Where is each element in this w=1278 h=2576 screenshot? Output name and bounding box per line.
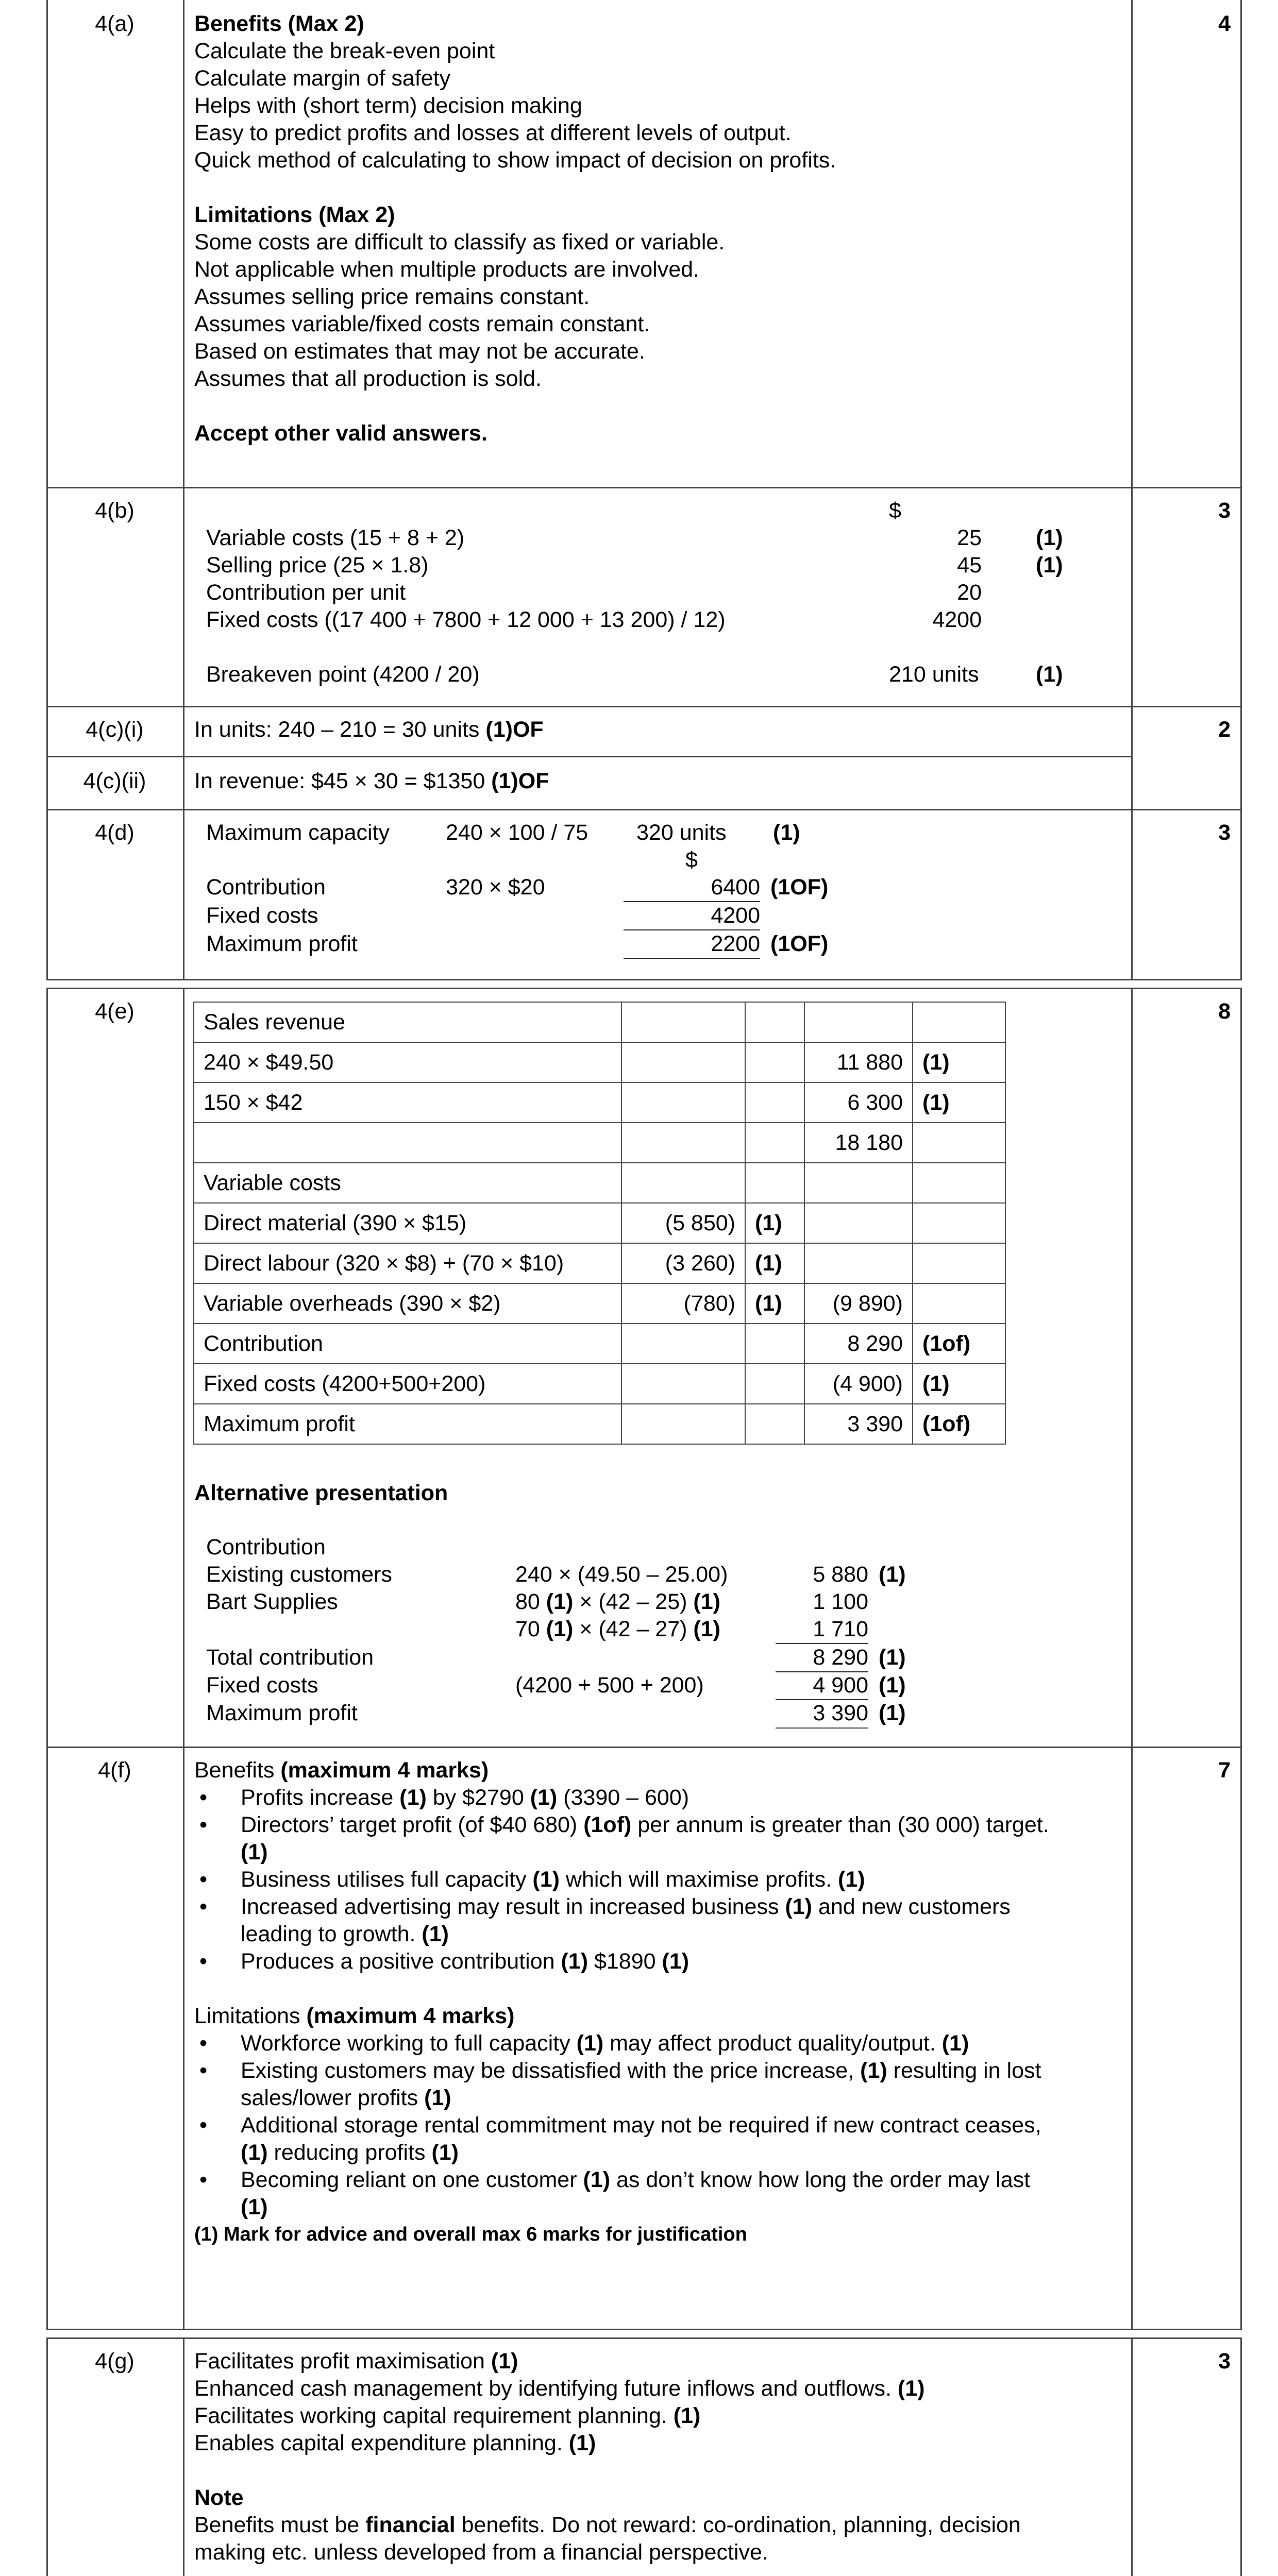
calc-value: 25 [957,526,982,550]
calc-formula: 240 × (49.50 – 25.00) [515,1562,728,1587]
list-item: Calculate the break-even point [194,39,495,63]
row-4ci [46,706,1242,757]
alternative-heading: Alternative presentation [194,1481,448,1505]
question-number: 4(c)(ii) [83,769,146,793]
table-cell: Variable costs [194,1163,621,1203]
list-item: Facilitates working capital requirement planning. (1) [194,2403,701,2428]
table-cell: Contribution [194,1324,621,1364]
list-item: Enables capital expenditure planning. (1) [194,2431,596,2455]
table-cell [745,1163,804,1203]
calc-value: 4 900 [776,1672,868,1700]
table-cell: 11 880 [804,1042,913,1082]
list-item: • Produces a positive contribution (1) $1890 (1) [194,1948,1122,1975]
answer-line: In units: 240 – 210 = 30 units (1)OF [194,717,544,742]
calc-value: 320 units [636,820,727,845]
accept-note: Accept other valid answers. [194,421,487,446]
row-4b [46,487,1242,707]
list-item: • Existing customers may be dissatisfied with the price increase, (1) resulting in lost sales/lower profits (1) [194,2057,1122,2112]
note-text: Benefits must be financial benefits. Do not reward: co-ordination, planning, decision [194,2513,1021,2537]
calc-value: 6400 [624,874,760,902]
list-item: • Business utilises full capacity (1) which will maximise profits. (1) [194,1866,1122,1893]
table-cell [621,1082,745,1123]
question-number: 4(b) [95,498,134,523]
table-cell: Sales revenue [194,1002,621,1042]
table-cell: Direct material (390 × $15) [194,1203,621,1243]
answer-line: In revenue: $45 × 30 = $1350 (1)OF [194,769,549,793]
answer-content [194,10,1122,447]
calc-label: Fixed costs [206,903,318,928]
table-cell: (9 890) [804,1283,913,1324]
table-cell: (1) [745,1203,804,1243]
mark-award: (1OF) [770,875,829,900]
table-row [194,1364,1005,1404]
row-4f [46,1747,1242,2329]
table-cell [804,1163,913,1203]
table-cell: (1of) [913,1324,1005,1364]
table-cell: Direct labour (320 × $8) + (70 × $10) [194,1243,621,1283]
mark-award: (1OF) [770,931,829,956]
advice-note: (1) Mark for advice and overall max 6 marks for justification [194,2224,747,2245]
question-number: 4(d) [95,820,134,845]
marks-total: 4 [1218,11,1231,36]
table-cell: Fixed costs (4200+500+200) [194,1364,621,1404]
calc-value: 3 390 [776,1700,868,1729]
table-row [194,1123,1005,1163]
benefits-heading: Benefits (Max 2) [194,11,364,36]
list-item: Facilitates profit maximisation (1) [194,2349,518,2374]
list-item: • Profits increase (1) by $2790 (1) (3390 – 600) [194,1784,1122,1811]
list-item: • Additional storage rental commitment may not be required if new contract ceases, (1) reducing profits (1) [194,2112,1122,2166]
table-cell: 6 300 [804,1082,913,1123]
marks-total: 7 [1218,1758,1231,1783]
note-heading: Note [194,2485,244,2510]
table-cell: Variable overheads (390 × $2) [194,1283,621,1324]
table-cell [804,1243,913,1283]
calc-label: Maximum profit [206,931,358,956]
table-row [194,1404,1005,1444]
table-cell [621,1324,745,1364]
table-row [194,1002,1005,1042]
calc-label: Breakeven point (4200 / 20) [206,662,480,687]
calc-formula: 240 × 100 / 75 [446,820,588,845]
question-number: 4(f) [98,1758,131,1783]
marks-total: 3 [1218,820,1231,845]
answer-content [194,2348,1122,2576]
calc-value: 4200 [932,607,982,632]
table-cell [621,1042,745,1082]
calc-value: 1 100 [813,1589,868,1614]
row-4d [46,809,1242,979]
question-number: 4(a) [95,11,134,36]
list-item: Assumes variable/fixed costs remain constant. [194,312,650,336]
table-cell: Maximum profit [194,1404,621,1444]
table-cell [745,1364,804,1404]
mark-award: (1) [773,820,800,845]
limitations-heading: Limitations (Max 2) [194,202,395,227]
list-item: Assumes selling price remains constant. [194,284,590,309]
table-cell: 150 × $42 [194,1082,621,1123]
calc-value: 45 [957,553,982,578]
calc-label: Maximum capacity [206,820,390,845]
table-cell [621,1364,745,1404]
table-cell: 8 290 [804,1324,913,1364]
table-row [194,1203,1005,1243]
list-item: Not applicable when multiple products are involved. [194,257,699,282]
table-cell [745,1123,804,1163]
note-text: making etc. unless developed from a financial perspective. [194,2540,768,2565]
table-cell [745,1082,804,1123]
table-row [194,1042,1005,1082]
table-cell [745,1404,804,1444]
limitations-list [194,2030,1122,2221]
row-4cii [46,757,1242,810]
calc-value: 1 710 [776,1616,868,1644]
table-cell [745,1042,804,1082]
calc-value: 210 units [889,662,979,687]
calc-label: Total contribution [206,1645,374,1670]
limitations-heading: Limitations (maximum 4 marks) [194,2004,515,2028]
question-number: 4(e) [95,999,134,1024]
row-4e [46,988,1242,1748]
table-cell [621,1404,745,1444]
calc-value: 5 880 [813,1562,868,1587]
calc-label: Fixed costs ((17 400 + 7800 + 12 000 + 13 200) / 12) [206,607,726,632]
table-row [194,1283,1005,1324]
list-item: Enhanced cash management by identifying future inflows and outflows. (1) [194,2376,925,2401]
table-cell [621,1002,745,1042]
table-cell: (1) [745,1243,804,1283]
list-item: • Increased advertising may result in increased business (1) and new customers leading to growth. (1) [194,1893,1122,1948]
table-cell [745,1324,804,1364]
list-item: Based on estimates that may not be accurate. [194,339,645,364]
income-statement-table [193,1002,1006,1445]
table-cell [745,1002,804,1042]
calc-label: Fixed costs [206,1673,318,1698]
list-item: Some costs are difficult to classify as fixed or variable. [194,230,725,255]
table-cell: (1) [913,1082,1005,1123]
calc-value: 4200 [624,902,760,930]
calc-formula: 70 (1) × (42 – 27) (1) [515,1617,720,1641]
mark-scheme-table [46,0,1242,2576]
table-cell: (1) [913,1042,1005,1082]
mark-award: (1) [879,1673,906,1698]
list-item: Assumes that all production is sold. [194,366,542,391]
table-cell [621,1163,745,1203]
marks-total: 3 [1218,498,1231,523]
mark-award: (1) [879,1645,906,1670]
marks-total: 8 [1218,999,1231,1024]
list-item: • Directors’ target profit (of $40 680) (1of) per annum is greater than (30 000) target. (1) [194,1811,1122,1866]
table-cell [804,1203,913,1243]
table-cell: 3 390 [804,1404,913,1444]
calc-label: Contribution per unit [206,580,406,605]
table-cell [804,1002,913,1042]
table-cell: (1of) [913,1404,1005,1444]
row-4g [46,2337,1242,2576]
currency-header: $ [685,848,698,872]
benefits-list [194,1784,1122,1975]
calc-value: 8 290 [776,1644,868,1672]
calc-formula: (4200 + 500 + 200) [515,1673,704,1698]
table-row [194,1324,1005,1364]
calc-label: Bart Supplies [206,1589,338,1614]
table-row [194,1163,1005,1203]
marks-total: 2 [1218,717,1231,742]
calc-label: Contribution [206,875,326,900]
table-cell: (5 850) [621,1203,745,1243]
currency-header: $ [889,498,901,523]
marks-total: 3 [1218,2349,1231,2374]
table-cell: (780) [621,1283,745,1324]
table-cell: 240 × $49.50 [194,1042,621,1082]
calc-label: Contribution [206,1535,326,1560]
list-item: • Workforce working to full capacity (1) may affect product quality/output. (1) [194,2030,1122,2057]
table-cell: (4 900) [804,1364,913,1404]
list-item: Easy to predict profits and losses at different levels of output. [194,121,792,145]
question-number: 4(c)(i) [86,717,144,742]
calc-formula: 80 (1) × (42 – 25) (1) [515,1589,720,1614]
benefits-heading: Benefits (maximum 4 marks) [194,1758,489,1783]
list-item: • Becoming reliant on one customer (1) as don’t know how long the order may last (1) [194,2166,1122,2221]
row-4a [46,0,1242,488]
answer-content [194,1757,1122,2248]
table-cell: (3 260) [621,1243,745,1283]
table-cell [913,1163,1005,1203]
list-item: Helps with (short term) decision making [194,93,582,118]
table-cell [621,1123,745,1163]
calc-label: Selling price (25 × 1.8) [206,553,429,578]
calc-value: 2200 [624,930,760,959]
mark-award: (1) [1036,526,1063,550]
mark-award: (1) [879,1701,906,1725]
table-cell [194,1123,621,1163]
table-cell: (1) [913,1364,1005,1404]
calc-value: 20 [957,580,982,605]
table-cell [913,1002,1005,1042]
calc-label: Maximum profit [206,1701,358,1725]
list-item: Calculate margin of safety [194,66,451,91]
mark-award: (1) [879,1562,906,1587]
question-number: 4(g) [95,2349,134,2374]
table-cell [913,1203,1005,1243]
list-item: Quick method of calculating to show impact of decision on profits. [194,148,836,173]
mark-award: (1) [1036,553,1063,578]
table-row [194,1243,1005,1283]
calc-formula: 320 × $20 [446,875,545,900]
mark-award: (1) [1036,662,1063,687]
table-cell [913,1283,1005,1324]
table-cell: 18 180 [804,1123,913,1163]
calc-label: Variable costs (15 + 8 + 2) [206,526,465,550]
table-cell [913,1243,1005,1283]
table-cell: (1) [745,1283,804,1324]
calc-label: Existing customers [206,1562,392,1587]
table-cell [913,1123,1005,1163]
table-row [194,1082,1005,1123]
